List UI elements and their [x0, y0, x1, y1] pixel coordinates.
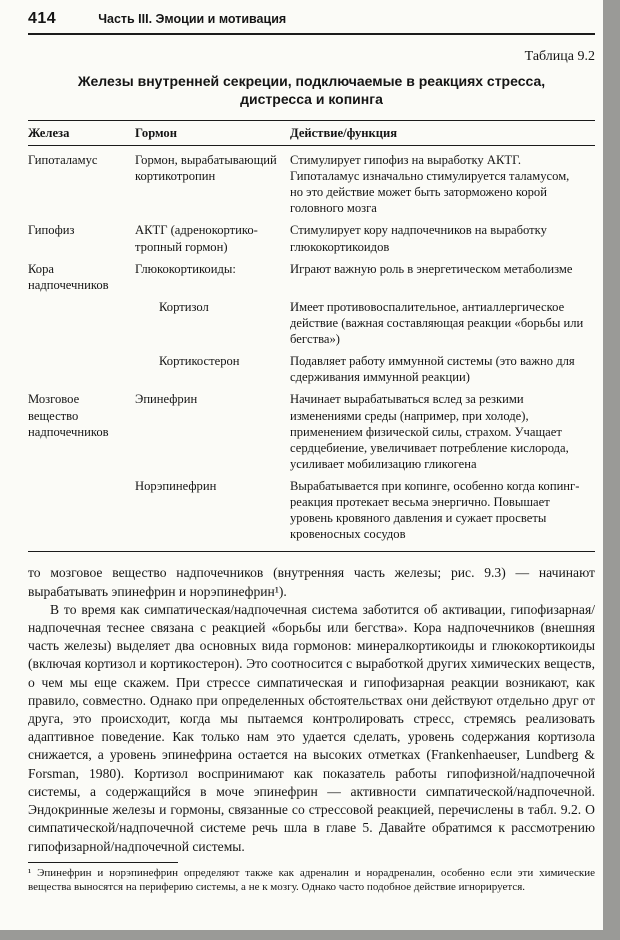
action-cell: Начинает вырабатываться вслед за резкими изменениями среды (например, при холоде), применением физической силы, страхом. Учащает сердцебиение, увеличивает потребление кислорода, усиливает мобилизацию гликогена [290, 392, 569, 471]
column-header-hormone: Гормон [135, 125, 177, 140]
table-row [28, 353, 595, 385]
chapter-title: Часть III. Эмоции и мотивация [98, 12, 287, 26]
column-header-gland: Железа [28, 125, 70, 140]
page-number: 414 [28, 10, 57, 27]
table-title [28, 72, 595, 109]
table-row [28, 299, 595, 347]
column-header-action: Действие/функция [290, 125, 398, 140]
page-content [28, 10, 595, 894]
paragraph-continuation: то мозговое вещество надпочечников (внутренняя часть железы; рис. 9.3) — начинают вырабатывать эпинефрин и норэпинефрин¹). [28, 565, 595, 599]
hormone-cell: Норэпинефрин [135, 479, 217, 494]
hormone-cell: АКТГ (адренокортико-тропный гормон) [135, 223, 258, 254]
gland-cell [28, 299, 135, 347]
footnote-divider [28, 862, 178, 863]
hormone-cell: Кортикостерон [159, 354, 240, 369]
table-row [28, 478, 595, 542]
hormone-cell: Кортизол [159, 299, 209, 314]
footnote-text: ¹ Эпинефрин и норэпинефрин определяют также как адреналин и норадреналин, особенно если эти химические вещества выносятся на периферию системы, а не к мозгу. Однако часто подобное действие игнорируется. [28, 866, 595, 893]
hormone-cell: Глюкокортикоиды: [135, 261, 236, 276]
running-header [28, 10, 595, 35]
gland-cell [28, 478, 135, 542]
table-title-line1: Железы внутренней секреции, подключаемые в реакциях стресса, [77, 73, 546, 89]
action-cell: Стимулирует гипофиз на выработку АКТГ. Гипоталамус изначально стимулируется таламусом, но это действие может быть заторможено корой головного мозга [290, 153, 570, 216]
hormone-cell: Эпинефрин [135, 392, 198, 407]
table-row [28, 261, 595, 293]
footnote-block [28, 862, 595, 895]
action-cell: Стимулирует кору надпочечников на выработку глюкокортикоидов [290, 223, 547, 254]
table-header-row [28, 120, 595, 146]
gland-cell [28, 353, 135, 385]
gland-cell: Гипофиз [28, 223, 75, 238]
gland-cell: Гипоталамус [28, 153, 98, 168]
action-cell: Играют важную роль в энергетическом метаболизме [290, 261, 573, 276]
action-cell: Вырабатывается при копинге, особенно когда копинг-реакция протекает весьма энергично. Повышает уровень кровяного давления и сужает просветы кровеносных сосудов [290, 479, 580, 542]
table-row [28, 391, 595, 472]
table-row [28, 152, 595, 216]
action-cell: Подавляет работу иммунной системы (это важно для сдерживания иммунной реакции) [290, 354, 575, 385]
page-edge-right [603, 0, 620, 940]
body-text [28, 564, 595, 855]
page-edge-bottom [0, 930, 620, 940]
gland-cell: Кора надпочечников [28, 261, 109, 292]
gland-cell: Мозговое вещество надпочечников [28, 392, 109, 439]
hormones-table [28, 120, 595, 553]
table-label: Таблица 9.2 [524, 49, 595, 64]
paragraph-main: В то время как симпатическая/надпочечная система заботится об активации, гипофизарная/надпочечная теснее связана с реакцией «борьбы или бегства». Кора надпочечников (внешняя часть железы) выделяет два основных вида гормонов: минералкортикоиды и глюкокортикоиды (включая кортизол и кортикостерон). Это соотносится с выработкой других химических веществ, о чем мы еще скажем. При стрессе симпатическая и гипофизарная реакции возникают, как правило, совместно. Однако при определенных обстоятельствах они действуют отдельно друг от друга, это происходит, когда мы пытаемся контролировать стресс, стремясь реализовать адаптивное поведение. Как только нам это удается сделать, уровень содержания кортизола снижается, а уровень эпинефрина остается на высоких отметках (Frankenhaeuser, Lundberg & Forsman, 1980). Кортизол воспринимают как показатель работы гипофизной/надпочечной системы, а содержащийся в моче эпинефрин — активности симпатической/надпочечной. Эндокринные железы и гормоны, связанные со стрессовой реакцией, перечислены в табл. 9.2. О симпатической/надпочечной системе речь шла в главе 5. Давайте обратимся к рассмотрению гипофизарной/надпочечной системы. [28, 601, 595, 854]
hormone-cell: Гормон, вырабатывающий кортикотропин [135, 153, 277, 184]
table-body [28, 146, 595, 552]
action-cell: Имеет противовоспалительное, антиаллергическое действие (важная составляющая реакции «борьбы или бегства») [290, 299, 584, 347]
table-title-line2: дистресса и копинга [240, 91, 383, 108]
table-row [28, 222, 595, 254]
